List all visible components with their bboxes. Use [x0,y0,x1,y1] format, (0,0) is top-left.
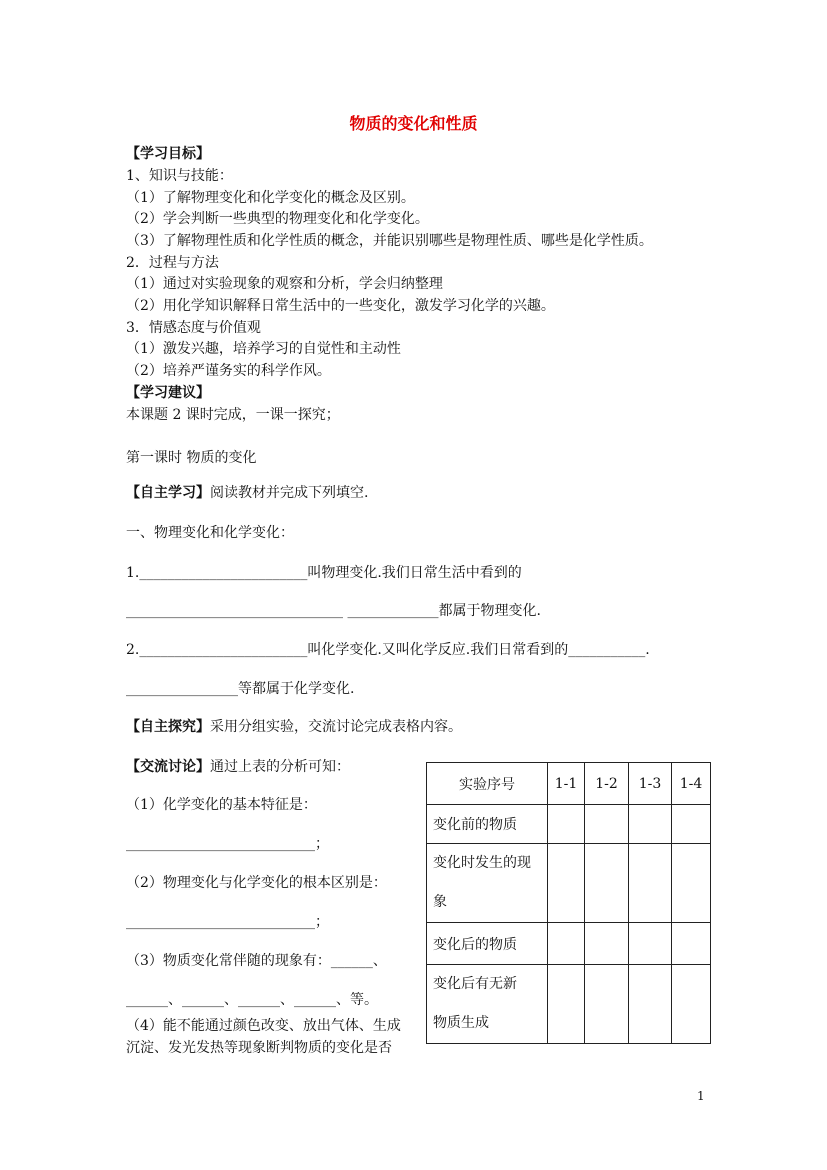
goal-knowledge-2: （2）学会判断一些典型的物理变化和化学变化。 [126,211,429,227]
header-1-2: 1-2 [585,763,629,805]
experiment-table [426,762,711,1044]
self-study-text: 阅读教材并完成下列填空. [210,485,369,501]
table-cell[interactable] [585,844,629,923]
discuss-item-1: （1）化学变化的基本特征是： [126,797,317,813]
table-row [427,923,711,965]
table-cell[interactable] [585,923,629,965]
header-experiment-no: 实验序号 [427,763,548,805]
row-new-substance [427,965,548,1044]
goal-attitude-1: （1）激发兴趣，培养学习的自觉性和主动性 [126,341,401,357]
table-row [427,844,711,923]
question-2-line-2: ________________等都属于化学变化. [126,681,355,697]
header-1-3: 1-3 [629,763,672,805]
row-new-substance-line-1: 变化后有无新 [433,976,517,992]
table-cell[interactable] [629,965,672,1044]
explore-text: 采用分组实验，交流讨论完成表格内容。 [210,719,462,735]
goal-attitude: 3．情感态度与价值观 [126,320,261,336]
discuss-text: 通过上表的分析可知： [210,759,350,775]
row-phenomenon [427,844,548,923]
table-cell[interactable] [585,805,629,844]
table-cell[interactable] [629,805,672,844]
page-number: 1 [697,1089,705,1103]
table-cell[interactable] [672,805,711,844]
goal-knowledge-3: （3）了解物理性质和化学性质的概念，并能识别哪些是物理性质、哪些是化学性质。 [126,233,653,249]
section-heading: 一、物理变化和化学变化： [126,525,294,541]
discuss-line [126,760,350,774]
page-title: 物质的变化和性质 [349,114,478,133]
row-before-substance: 变化前的物质 [427,805,548,844]
goal-process: 2．过程与方法 [126,255,219,271]
table-header-row [427,763,711,805]
question-1-line-1: 1.________________________叫物理变化.我们日常生活中看到的 [126,565,522,581]
discuss-item-1-blank: ___________________________； [126,836,329,852]
table-cell[interactable] [548,844,585,923]
table-row [427,965,711,1044]
table-cell[interactable] [672,923,711,965]
goal-knowledge: 1、知识与技能： [126,168,233,184]
goal-attitude-2: （2）培养严谨务实的科学作风。 [126,363,331,379]
discuss-item-4-line-2: 沉淀、发光发热等现象断判物质的变化是否 [126,1040,392,1056]
row-phenomenon-line-2: 象 [433,894,447,910]
self-study-line [126,486,368,500]
table-cell[interactable] [672,844,711,923]
row-new-substance-line-2: 物质生成 [433,1015,489,1031]
header-1-1: 1-1 [548,763,585,805]
goals-heading: 【学习目标】 [126,146,210,162]
table-cell[interactable] [585,965,629,1044]
goal-process-2: （2）用化学知识解释日常生活中的一些变化，激发学习化学的兴趣。 [126,298,555,314]
goal-knowledge-1: （1）了解物理变化和化学变化的概念及区别。 [126,190,415,206]
table-row [427,805,711,844]
discuss-label: 【交流讨论】 [126,759,210,775]
discuss-item-2-blank: ___________________________； [126,914,329,930]
table-cell[interactable] [548,805,585,844]
explore-line [126,720,462,734]
table-cell[interactable] [672,965,711,1044]
discuss-item-4-line-1: （4）能不能通过颜色改变、放出气体、生成 [126,1018,401,1034]
question-1-line-2: _______________________________ _____________都属于物理变化. [126,603,541,619]
lesson-heading: 第一课时 物质的变化 [126,450,257,466]
question-2-line-1: 2.________________________叫化学变化.又叫化学反应.我们日常看到的___________. [126,642,650,658]
row-after-substance: 变化后的物质 [427,923,548,965]
table-cell[interactable] [548,923,585,965]
header-1-4: 1-4 [672,763,711,805]
goal-process-1: （1）通过对实验现象的观察和分析，学会归纳整理 [126,276,443,292]
table-cell[interactable] [548,965,585,1044]
discuss-item-3-blanks: ______、______、______、______、等。 [126,992,378,1008]
self-study-label: 【自主学习】 [126,485,210,501]
advice-heading: 【学习建议】 [126,385,210,401]
row-phenomenon-line-1: 变化时发生的现 [433,855,531,871]
table-cell[interactable] [629,923,672,965]
explore-label: 【自主探究】 [126,719,210,735]
discuss-item-3: （3）物质变化常伴随的现象有：______、 [126,953,387,969]
advice-text: 本课题 2 课时完成，一课一探究； [126,407,340,423]
discuss-item-2: （2）物理变化与化学变化的根本区别是： [126,875,387,891]
table-cell[interactable] [629,844,672,923]
